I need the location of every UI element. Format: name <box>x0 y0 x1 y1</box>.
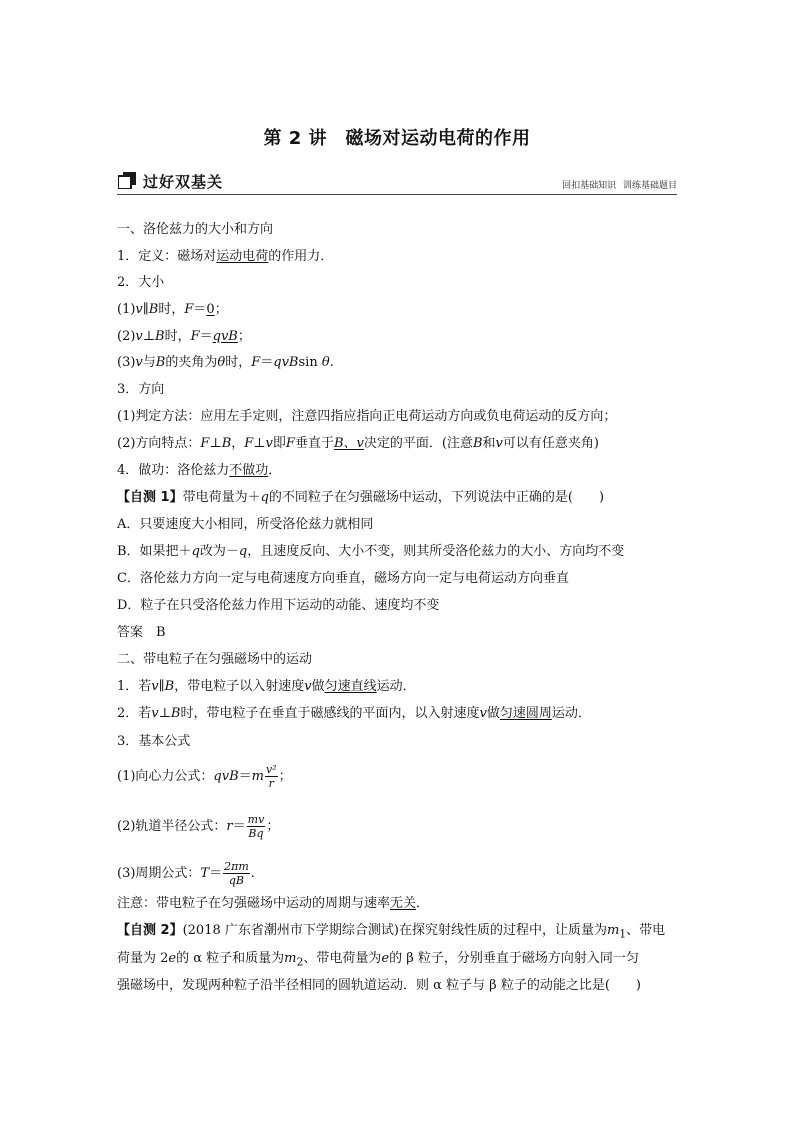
text-span: 注意：带电粒子在匀强磁场中运动的周期与速率 <box>117 896 391 911</box>
option-b <box>117 543 624 561</box>
variable: v <box>265 436 273 451</box>
variable: B <box>221 436 232 451</box>
text-span: (2018 广东省潮州市下学期综合测试)在探究射线性质的过程中，让质量为 <box>182 923 607 938</box>
text-span: ＝ <box>260 355 274 370</box>
question-stem-cont <box>117 950 639 972</box>
subheading: 3．方向 <box>117 382 165 397</box>
text-span: 的 β 粒子，分别垂直于磁场方向射入同一匀 <box>389 951 639 966</box>
text-span: (3) <box>117 355 136 370</box>
variable: F <box>285 436 295 451</box>
text-span: ⊥ <box>142 329 156 344</box>
fraction <box>265 763 278 790</box>
text-span: ＝ <box>199 329 213 344</box>
text-span: 时， <box>225 355 252 370</box>
text-span: ． <box>416 896 430 911</box>
question-stem <box>117 489 604 507</box>
text-span: ． <box>268 463 282 478</box>
question-tag: 【自测 2】 <box>117 923 183 938</box>
text-span: ，且速度反向、大小不变，则其所受洛伦兹力的大小、方向均不变 <box>247 544 625 559</box>
numerator: v² <box>266 763 277 776</box>
numerator: mv <box>247 813 265 826</box>
definition-line <box>117 248 333 266</box>
denominator: Bq <box>248 827 264 840</box>
text-span: ∥ <box>142 302 149 317</box>
text-span: (2)方向特点： <box>117 436 201 451</box>
text-span: 可以有任意夹角) <box>502 436 599 451</box>
text-span: 和 <box>482 436 496 451</box>
text-span: 、带电 <box>626 923 666 938</box>
answer-blank: B、v <box>333 436 364 451</box>
variable: B <box>164 679 175 694</box>
text-span: (2)轨道半径公式： <box>117 819 227 834</box>
variable: v <box>479 706 487 721</box>
formula-line <box>117 301 228 319</box>
variable: q <box>191 544 200 559</box>
numerator: 2πm <box>224 860 249 873</box>
variable: θ <box>321 355 330 370</box>
text-span: 改为－ <box>199 544 239 559</box>
text-span: ； <box>214 302 228 317</box>
option-d: D．粒子在只受洛伦兹力作用下运动的动能、速度均不变 <box>117 598 440 613</box>
text-line <box>117 678 416 696</box>
denominator: qB <box>228 874 244 887</box>
text-span: 的作用力． <box>268 249 334 264</box>
answer-blank: 无关 <box>390 896 417 911</box>
variable: r <box>226 819 233 834</box>
text-span: ； <box>278 769 292 784</box>
variable: B <box>155 329 165 344</box>
text-span: 2．若 <box>117 706 152 721</box>
section-subtitle: 回扣基础知识 训练基础题目 <box>562 181 677 191</box>
text-line <box>117 462 281 480</box>
answer-blank: 匀速直线 <box>324 679 377 694</box>
text-span: 做 <box>311 679 325 694</box>
text-span: 4．做功：洛伦兹力 <box>117 463 230 478</box>
variable: F <box>200 436 210 451</box>
text-span: (1) <box>117 302 136 317</box>
question-stem-cont: 强磁场中，发现两种粒子沿半径相同的圆轨道运动．则 α 粒子与 β 粒子的动能之比是( ) <box>117 978 641 993</box>
text-span: 垂直于 <box>294 436 334 451</box>
text-span: 运动． <box>376 679 416 694</box>
answer-blank: qvB <box>212 329 238 344</box>
text-span: sin <box>298 355 322 370</box>
text-span: 1．定义：磁场对 <box>117 249 217 264</box>
variable: q <box>238 544 248 559</box>
variable: v <box>495 436 503 451</box>
variable: qvB <box>273 355 299 370</box>
text-span: ，带电粒子以入射速度 <box>174 679 305 694</box>
section-heading: 一、洛伦兹力的大小和方向 <box>117 222 274 237</box>
text-span: (2) <box>117 329 136 344</box>
text-span: 、带电荷量为 <box>303 951 382 966</box>
text-span: ； <box>237 329 251 344</box>
option-c: C．洛伦兹力方向一定与电荷速度方向垂直，磁场方向一定与电荷运动方向垂直 <box>117 571 569 586</box>
variable: v <box>151 679 159 694</box>
variable: q <box>260 490 269 505</box>
answer-blank: 匀速圆周 <box>499 706 552 721</box>
variable: v <box>135 355 143 370</box>
page-title: 第 2 讲 磁场对运动电荷的作用 <box>263 128 531 149</box>
formula-line <box>117 328 251 346</box>
formula-radius <box>117 813 279 840</box>
text-span: 运动． <box>551 706 591 721</box>
text-span: . <box>329 355 334 370</box>
section-square-icon <box>118 172 136 189</box>
variable: e <box>168 951 177 966</box>
answer-blank: 不做功 <box>229 463 269 478</box>
text-span: ； <box>266 819 280 834</box>
variable: v <box>135 329 143 344</box>
variable: m <box>251 769 264 784</box>
text-span: ＝ <box>238 769 252 784</box>
question-stem <box>117 922 665 944</box>
section-heading: 二、带电粒子在匀强磁场中的运动 <box>117 652 313 667</box>
text-span: ∥ <box>158 679 165 694</box>
variable: B <box>155 355 166 370</box>
text-span: 时，带电粒子在垂直于磁感线的平面内，以入射速度 <box>180 706 480 721</box>
variable: T <box>200 866 210 881</box>
text-span: 荷量为 2 <box>117 951 169 966</box>
text-span: (1)向心力公式： <box>117 769 214 784</box>
text-span: ⊥ <box>253 436 266 451</box>
subscript: 1 <box>619 927 627 941</box>
variable: qvB <box>213 769 239 784</box>
text-line <box>117 705 591 723</box>
text-span: ＝ <box>232 819 246 834</box>
variable: v <box>135 302 143 317</box>
text-span: 带电荷量为＋ <box>182 490 261 505</box>
text-span: 做 <box>486 706 500 721</box>
variable: θ <box>217 355 226 370</box>
section-header <box>117 170 677 195</box>
variable: B <box>472 436 483 451</box>
text-span: 的夹角为 <box>165 355 218 370</box>
answer-blank: 0 <box>206 302 215 317</box>
text-span: 决定的平面．(注意 <box>363 436 473 451</box>
text-span: 时， <box>164 329 191 344</box>
formula-period <box>117 860 255 887</box>
subheading: 3．基本公式 <box>117 734 191 749</box>
variable: e <box>381 951 390 966</box>
text-line <box>117 435 599 453</box>
answer-line: 答案 B <box>117 625 166 640</box>
text-span: B．如果把＋ <box>117 544 192 559</box>
text-span: ⊥ <box>158 706 171 721</box>
subheading: 2．大小 <box>117 275 165 290</box>
text-span: . <box>250 866 255 881</box>
denominator: r <box>268 777 274 790</box>
answer-blank: 运动电荷 <box>216 249 269 264</box>
variable: m <box>284 951 297 966</box>
text-span: 的不同粒子在匀强磁场中运动，下列说法中正确的是( ) <box>268 490 605 505</box>
text-span: 时， <box>158 302 185 317</box>
fraction <box>223 860 250 887</box>
text-span: 即 <box>272 436 286 451</box>
fraction <box>247 813 266 840</box>
formula-centripetal <box>117 763 292 790</box>
text-span: ＝ <box>209 866 223 881</box>
text-span: 的 α 粒子和质量为 <box>176 951 285 966</box>
variable: B <box>148 302 159 317</box>
text-span: (3)周期公式： <box>117 866 201 881</box>
text-line: (1)判定方法：应用左手定则，注意四指应指向正电荷运动方向或负电荷运动的反方向； <box>117 409 617 424</box>
variable: m <box>606 923 620 938</box>
variable: F <box>190 329 200 344</box>
text-span: ⊥ <box>209 436 222 451</box>
note-line <box>117 895 429 913</box>
option-a: A．只要速度大小相同，所受洛伦兹力就相同 <box>117 517 374 532</box>
text-span: 1．若 <box>117 679 152 694</box>
text-span: 与 <box>142 355 156 370</box>
subscript: 2 <box>296 955 304 969</box>
variable: F <box>184 302 194 317</box>
variable: F <box>251 355 261 370</box>
variable: v <box>304 679 312 694</box>
variable: v <box>151 706 159 721</box>
text-span: ＝ <box>193 302 207 317</box>
section-title: 过好双基关 <box>143 173 224 191</box>
text-span: ， <box>231 436 245 451</box>
variable: F <box>244 436 254 451</box>
question-tag: 【自测 1】 <box>117 490 183 505</box>
formula-line <box>117 354 334 372</box>
variable: B <box>170 706 181 721</box>
